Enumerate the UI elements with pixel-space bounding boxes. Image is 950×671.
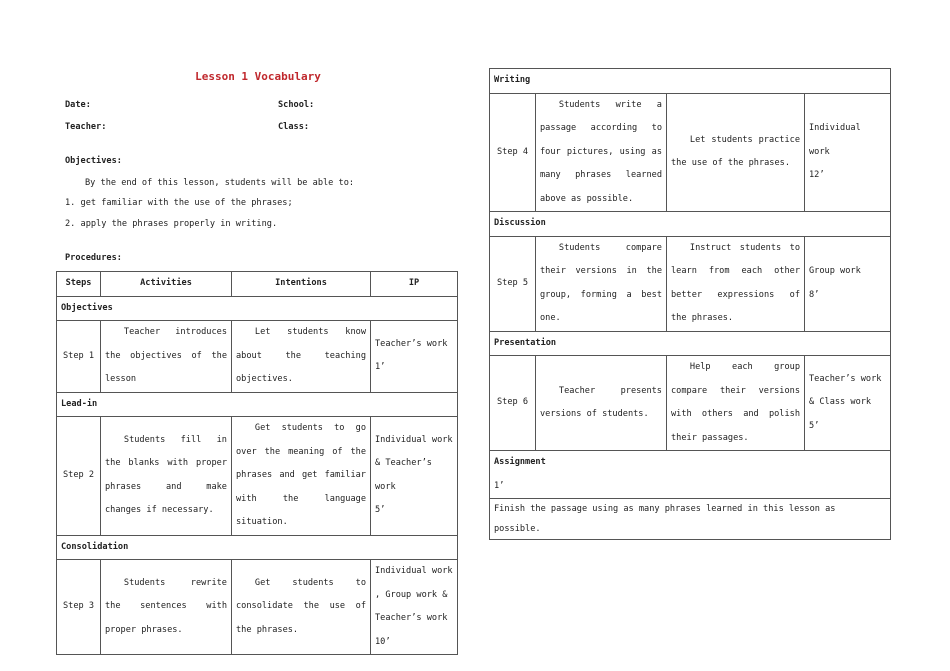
ip-mode: Individual work , Group work & Teacher’s work [375,566,453,623]
section-row [490,69,891,94]
section-objectives: Objectives [57,296,458,321]
intention-cell: Get students to go over the meaning of the phrases and get familiar with the language situation. [232,417,371,536]
section-row [490,212,891,237]
ip-cell [371,417,458,536]
assignment-cell [490,451,891,499]
section-discussion: Discussion [490,212,891,237]
header-intentions: Intentions [232,272,371,297]
intention-cell: Let students know about the teaching objectives. [232,321,371,393]
ip-time: 12’ [809,170,825,180]
header-ip: IP [371,272,458,297]
ip-cell [371,321,458,393]
objective-item: 2. apply the phrases properly in writing. [65,219,278,229]
school-label: School: [278,100,315,110]
table-row [57,560,458,655]
intention-cell: Let students practice the use of the phrases. [667,93,805,212]
section-presentation: Presentation [490,331,891,356]
activity-cell: Teacher introduces the objectives of the lesson [101,321,232,393]
lesson-title: Lesson 1 Vocabulary [195,70,321,83]
ip-mode: Teacher’s work [375,338,448,349]
section-lead-in: Lead-in [57,392,458,417]
ip-mode: Group work [809,266,861,276]
assignment-time: 1’ [494,480,505,491]
ip-cell [805,356,891,451]
date-label: Date: [65,100,91,110]
step-label: Step 1 [57,321,101,393]
activity-cell: Students rewrite the sentences with proper phrases. [101,560,232,655]
teacher-label: Teacher: [65,122,107,132]
ip-time: 1’ [375,362,386,373]
activity-cell: Teacher presents versions of students. [536,356,667,451]
intention-cell: Instruct students to learn from each other better expressions of the phrases. [667,236,805,331]
ip-mode: Teacher’s work & Class work [809,373,882,408]
procedures-table-right [489,68,891,540]
procedures-heading: Procedures: [65,253,122,263]
header-steps: Steps [57,272,101,297]
ip-time: 5’ [809,420,820,431]
activity-cell: Students write a passage according to four pictures, using as many phrases learned above as possible. [536,93,667,212]
section-writing: Writing [490,69,891,94]
table-row [490,499,891,540]
ip-mode: Individual work [809,123,861,157]
section-consolidation: Consolidation [57,535,458,560]
assignment-text: Finish the passage using as many phrases learned in this lesson as possible. [490,499,891,540]
step-label: Step 6 [490,356,536,451]
section-assignment: Assignment [494,457,546,467]
ip-mode: Individual work & Teacher’s work [375,434,453,492]
procedures-table-left [56,271,458,655]
step-label: Step 3 [57,560,101,655]
ip-cell [805,236,891,331]
section-row [57,535,458,560]
table-row [57,321,458,393]
section-row [57,296,458,321]
header-activities: Activities [101,272,232,297]
step-label: Step 5 [490,236,536,331]
table-header-row [57,272,458,297]
objective-item: 1. get familiar with the use of the phrases; [65,198,293,208]
table-row [490,451,891,499]
ip-time: 5’ [375,505,386,516]
table-row [490,236,891,331]
ip-cell [371,560,458,655]
table-row [490,93,891,212]
section-row [490,331,891,356]
ip-time: 8’ [809,289,820,300]
intention-cell: Help each group compare their versions with others and polish their passages. [667,356,805,451]
ip-cell [805,93,891,212]
step-label: Step 2 [57,417,101,536]
ip-time: 10’ [375,636,391,647]
intention-cell: Get students to consolidate the use of the phrases. [232,560,371,655]
objectives-heading: Objectives: [65,156,122,166]
table-row [57,417,458,536]
activity-cell: Students fill in the blanks with proper phrases and make changes if necessary. [101,417,232,536]
class-label: Class: [278,122,310,132]
step-label: Step 4 [490,93,536,212]
activity-cell: Students compare their versions in the group, forming a best one. [536,236,667,331]
objectives-intro: By the end of this lesson, students will be able to: [85,178,355,188]
table-row [490,356,891,451]
section-row [57,392,458,417]
